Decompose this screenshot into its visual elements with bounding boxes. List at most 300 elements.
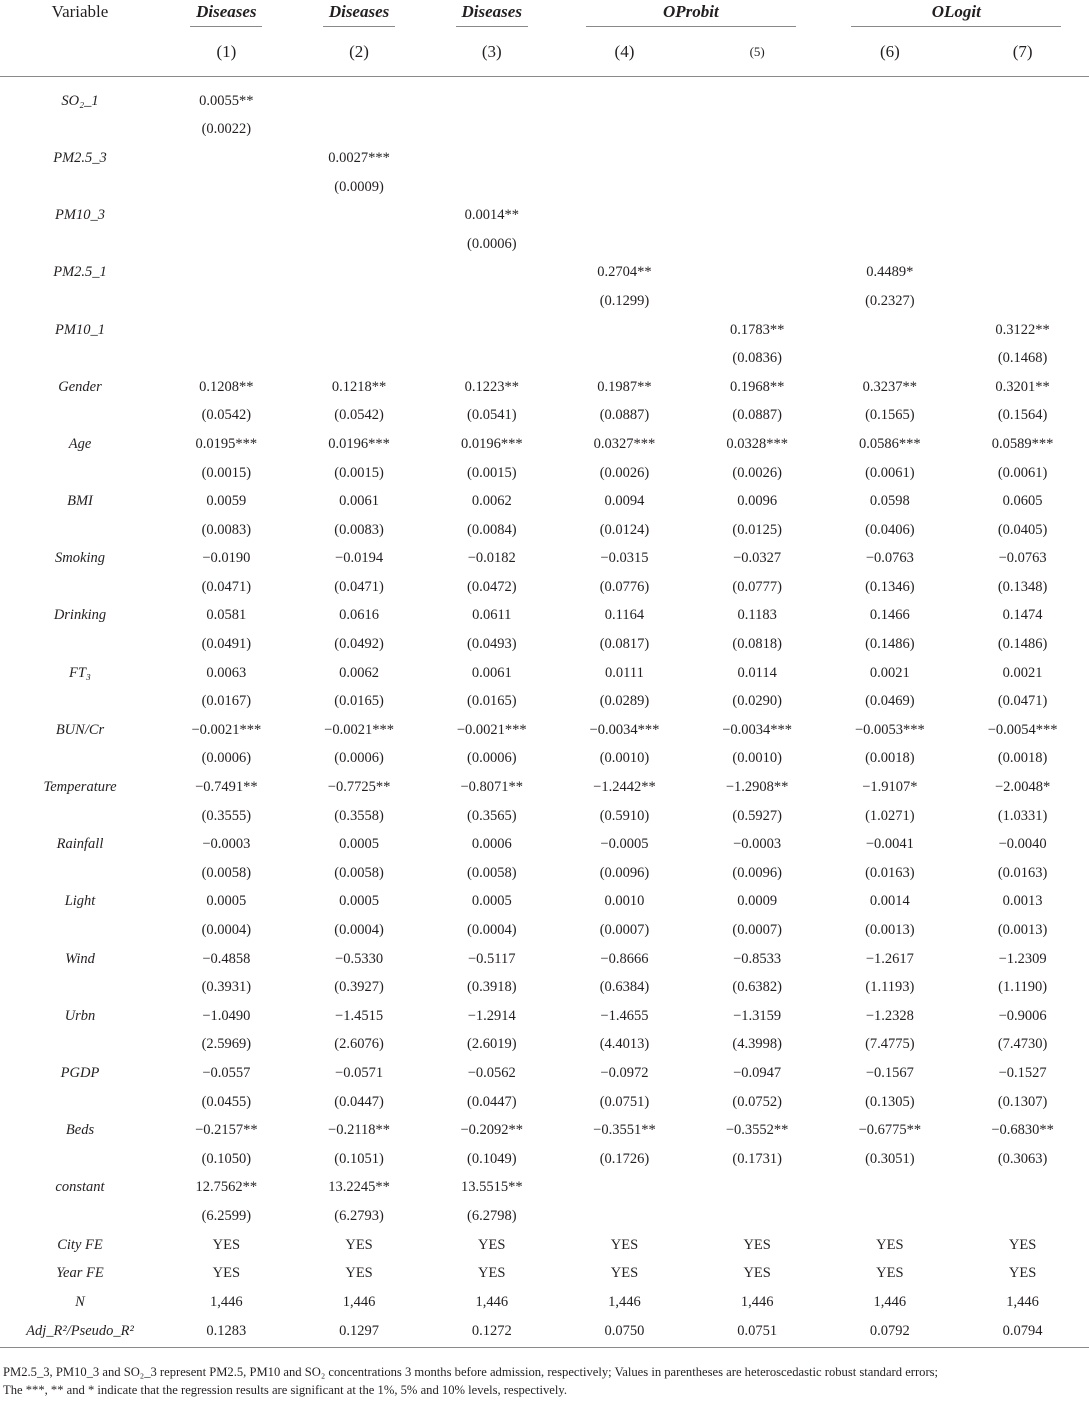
table-cell: (0.0058): [466, 864, 517, 881]
row-label: [0, 173, 160, 202]
table-cell: 0.0061: [471, 664, 512, 681]
table-cell: 0.0062: [339, 664, 379, 681]
table-cell: [956, 201, 1089, 230]
row-label: Urbn: [64, 1007, 96, 1024]
row-label: [0, 916, 160, 945]
table-cell: (0.1486): [997, 636, 1048, 653]
table-row: [0, 573, 1089, 602]
table-cell: (0.3558): [334, 807, 384, 824]
table-row: [0, 1145, 1089, 1174]
table-cell: 0.1474: [1002, 607, 1043, 624]
table-cell: [824, 1174, 957, 1203]
table-row: [0, 973, 1089, 1002]
table-cell: (0.0163): [865, 864, 915, 881]
table-cell: 0.0094: [604, 493, 645, 510]
table-cell: [824, 116, 957, 145]
table-cell: [824, 230, 957, 259]
table-cell: 0.0014**: [464, 207, 519, 224]
row-label: Age: [68, 435, 92, 452]
table-cell: 0.1968**: [729, 378, 785, 395]
table-cell: (0.0083): [334, 521, 384, 538]
table-footnote: [3, 1363, 1087, 1399]
table-row: [0, 201, 1089, 230]
table-cell: 0.0005: [339, 836, 379, 853]
table-cell: −0.8071**: [460, 779, 524, 796]
row-label: [0, 1202, 160, 1231]
table-cell: (0.0015): [334, 464, 384, 481]
table-row: [0, 1174, 1089, 1203]
table-cell: −0.0053***: [854, 721, 925, 738]
table-cell: [293, 230, 426, 259]
table-cell: YES: [610, 1265, 639, 1282]
table-cell: [956, 116, 1089, 145]
row-label: [0, 1031, 160, 1060]
table-row: [0, 487, 1089, 516]
row-label: BMI: [67, 493, 93, 510]
table-cell: [160, 259, 293, 288]
table-cell: (0.5910): [599, 807, 650, 824]
table-cell: (0.1468): [997, 350, 1048, 367]
table-cell: (0.0026): [732, 464, 782, 481]
table-cell: 1,446: [608, 1293, 641, 1310]
table-cell: −0.6830**: [991, 1122, 1054, 1139]
table-cell: 0.2704**: [597, 264, 652, 281]
row-label: N: [75, 1293, 85, 1310]
table-cell: 13.2245**: [328, 1179, 390, 1196]
table-cell: −1.2309: [998, 950, 1047, 967]
table-row: [0, 402, 1089, 431]
table-cell: −0.8666: [600, 950, 649, 967]
table-cell: [160, 344, 293, 373]
table-cell: −0.2118**: [328, 1122, 391, 1139]
table-cell: −0.3552**: [725, 1122, 789, 1139]
table-cell: (0.2327): [865, 292, 915, 309]
table-row: [0, 77, 1089, 116]
table-cell: −0.0562: [467, 1064, 516, 1081]
table-cell: (0.0007): [599, 922, 650, 939]
table-cell: (0.0491): [201, 636, 252, 653]
table-cell: (0.0447): [466, 1093, 517, 1110]
table-cell: 1,446: [210, 1293, 243, 1310]
row-label: [0, 459, 160, 488]
table-cell: −0.0034***: [722, 721, 793, 738]
table-cell: 0.0006: [471, 836, 512, 853]
table-cell: (0.0163): [997, 864, 1048, 881]
table-cell: 0.0751: [691, 1317, 824, 1348]
table-cell: [293, 201, 426, 230]
row-label: [0, 1145, 160, 1174]
table-cell: (0.0542): [201, 407, 252, 424]
table-body: [0, 77, 1089, 1348]
table-cell: [558, 201, 691, 230]
table-cell: 0.1466: [869, 607, 910, 624]
table-cell: (0.3931): [201, 979, 252, 996]
table-row: [0, 1288, 1089, 1317]
table-cell: (0.0015): [466, 464, 517, 481]
table-row: [0, 602, 1089, 631]
table-cell: −0.5117: [468, 950, 516, 967]
row-label: Year FE: [56, 1265, 104, 1282]
table-cell: (0.0084): [466, 521, 517, 538]
table-row: [0, 545, 1089, 574]
table-cell: (0.0751): [599, 1093, 650, 1110]
row-label: Beds: [65, 1122, 95, 1139]
table-cell: [691, 287, 824, 316]
table-cell: YES: [876, 1265, 904, 1282]
table-cell: 0.0061: [339, 493, 379, 510]
table-cell: (0.1564): [997, 407, 1048, 424]
table-cell: −0.2157**: [195, 1122, 258, 1139]
table-cell: −0.0972: [600, 1064, 649, 1081]
row-label: Drinking: [53, 607, 107, 624]
column-number: (6): [824, 28, 957, 77]
group-label: Diseases: [323, 2, 395, 27]
table-cell: (6.2599): [201, 1207, 252, 1224]
table-cell: (0.6382): [732, 979, 782, 996]
table-cell: 0.0010: [604, 893, 645, 910]
table-cell: −0.0003: [733, 836, 782, 853]
table-cell: (0.0167): [201, 693, 252, 710]
table-cell: 0.1164: [604, 607, 645, 624]
table-cell: [824, 1202, 957, 1231]
row-label: BUN/Cr: [55, 721, 105, 738]
table-cell: [824, 77, 957, 116]
table-cell: −0.3551**: [593, 1122, 656, 1139]
table-cell: [425, 316, 558, 345]
table-cell: 0.0195***: [195, 435, 258, 452]
table-row: [0, 116, 1089, 145]
table-cell: −0.0003: [202, 836, 251, 853]
table-cell: [558, 173, 691, 202]
table-cell: −1.4515: [335, 1007, 384, 1024]
table-cell: −0.7725**: [327, 779, 391, 796]
table-cell: YES: [1008, 1265, 1037, 1282]
variable-header: Variable: [51, 2, 109, 21]
row-label: Smoking: [55, 550, 105, 567]
table-cell: −0.5330: [335, 950, 384, 967]
table-row: [0, 1031, 1089, 1060]
table-cell: [425, 77, 558, 116]
group-header-row: [0, 0, 1089, 28]
table-cell: 0.1783**: [729, 321, 785, 338]
table-cell: [691, 144, 824, 173]
table-cell: (0.0447): [334, 1093, 384, 1110]
table-row: [0, 659, 1089, 688]
table-cell: [558, 230, 691, 259]
table-cell: [824, 344, 957, 373]
table-cell: [293, 344, 426, 373]
table-cell: 1,446: [873, 1293, 907, 1310]
table-cell: 0.0013: [1002, 893, 1043, 910]
table-cell: −0.0315: [600, 550, 649, 567]
row-label: [0, 802, 160, 831]
table-cell: 0.0616: [339, 607, 379, 624]
table-cell: YES: [1008, 1236, 1037, 1253]
table-cell: (1.1190): [998, 979, 1048, 996]
table-cell: [691, 259, 824, 288]
table-cell: −1.0490: [202, 1007, 251, 1024]
table-cell: (0.0061): [997, 464, 1048, 481]
table-row: [0, 1202, 1089, 1231]
row-label: [0, 573, 160, 602]
table-cell: (0.0777): [732, 578, 782, 595]
table-row: [0, 1231, 1089, 1260]
table-cell: (0.0752): [732, 1093, 782, 1110]
table-cell: 1,446: [342, 1293, 376, 1310]
table-cell: −0.8533: [733, 950, 782, 967]
table-cell: (0.3918): [466, 979, 517, 996]
table-cell: [956, 1202, 1089, 1231]
table-row: [0, 630, 1089, 659]
group-label: OProbit: [586, 2, 796, 27]
table-cell: (2.5969): [201, 1036, 252, 1053]
table-cell: (0.0006): [466, 235, 517, 252]
table-cell: (6.2798): [466, 1207, 517, 1224]
table-cell: −0.0763: [865, 550, 914, 567]
table-row: [0, 1259, 1089, 1288]
table-cell: (0.0009): [334, 178, 384, 195]
table-cell: 0.0027***: [328, 149, 390, 166]
table-cell: 1,446: [475, 1293, 509, 1310]
table-cell: −0.0947: [733, 1064, 782, 1081]
table-cell: [691, 1174, 824, 1203]
table-cell: 0.0792: [824, 1317, 957, 1348]
row-label: constant: [55, 1179, 105, 1196]
table-cell: [160, 201, 293, 230]
table-cell: (7.4775): [865, 1036, 915, 1053]
table-cell: 0.0328***: [726, 435, 788, 452]
table-cell: [558, 1202, 691, 1231]
table-cell: (0.0004): [466, 922, 517, 939]
table-cell: (0.0887): [599, 407, 650, 424]
row-label: Light: [64, 893, 96, 910]
table-cell: (0.0061): [865, 464, 915, 481]
table-cell: (0.0096): [732, 864, 782, 881]
table-cell: [558, 77, 691, 116]
table-cell: YES: [212, 1236, 241, 1253]
table-cell: (0.1348): [997, 578, 1048, 595]
table-cell: (0.1307): [997, 1093, 1048, 1110]
table-cell: (0.0472): [466, 578, 517, 595]
table-cell: −0.0190: [202, 550, 251, 567]
table-cell: [425, 116, 558, 145]
table-cell: (0.6384): [599, 979, 650, 996]
table-cell: 0.1208**: [199, 378, 254, 395]
table-cell: 0.0005: [471, 893, 512, 910]
table-cell: (0.3051): [865, 1150, 915, 1167]
row-label: Gender: [58, 378, 102, 395]
table-cell: YES: [478, 1265, 506, 1282]
table-row: [0, 859, 1089, 888]
table-cell: 0.0055**: [199, 92, 254, 109]
table-cell: (0.1050): [201, 1150, 252, 1167]
table-cell: (0.0018): [865, 750, 915, 767]
table-cell: −0.4858: [202, 950, 251, 967]
table-row: [0, 830, 1089, 859]
table-cell: [425, 344, 558, 373]
table-cell: (0.0492): [334, 636, 384, 653]
table-cell: 0.1272: [425, 1317, 558, 1348]
table-cell: 1,446: [740, 1293, 774, 1310]
table-cell: YES: [345, 1265, 373, 1282]
table-cell: −1.2914: [467, 1007, 516, 1024]
row-label: [0, 630, 160, 659]
table-row: [0, 373, 1089, 402]
table-cell: (0.0493): [466, 636, 517, 653]
table-cell: −0.0040: [998, 836, 1047, 853]
table-cell: YES: [743, 1236, 771, 1253]
group-header-ologit: [824, 0, 1089, 28]
table-cell: 0.0114: [737, 664, 777, 681]
table-cell: (0.1299): [599, 292, 650, 309]
table-cell: −1.2617: [865, 950, 914, 967]
table-cell: (6.2793): [334, 1207, 384, 1224]
group-header-oprobit: [558, 0, 823, 28]
row-label: [0, 402, 160, 431]
table-cell: −0.0763: [998, 550, 1047, 567]
footnote-line: PM2.5_3, PM10_3 and SO₂_3 represent PM2.5, PM10 and SO₂ concentrations 3 months before admission, respectively; Values in parentheses are heteroscedastic robust standard errors;: [3, 1365, 939, 1379]
table-cell: [691, 201, 824, 230]
table-row: [0, 316, 1089, 345]
table-cell: −1.2442**: [593, 779, 656, 796]
row-label: PM2.5_1: [53, 264, 107, 281]
table-cell: (0.0289): [599, 693, 650, 710]
row-label: [0, 859, 160, 888]
table-cell: YES: [743, 1265, 771, 1282]
column-number-blank: [0, 28, 160, 77]
row-label: PM10_3: [55, 207, 105, 224]
group-header-diseases-2: [293, 0, 426, 28]
table-row: [0, 459, 1089, 488]
table-cell: (0.0471): [201, 578, 252, 595]
table-cell: [956, 144, 1089, 173]
table-cell: [425, 287, 558, 316]
table-cell: (0.0469): [865, 693, 915, 710]
column-number: (4): [558, 28, 691, 77]
table-cell: [160, 316, 293, 345]
table-cell: (0.3063): [997, 1150, 1048, 1167]
row-label: Wind: [65, 950, 95, 967]
table-cell: [691, 173, 824, 202]
row-label: PM2.5_3: [53, 149, 107, 166]
table-cell: 0.0327***: [593, 435, 656, 452]
table-cell: (0.0455): [201, 1093, 252, 1110]
table-cell: 0.1183: [737, 607, 777, 624]
table-cell: (2.6019): [466, 1036, 517, 1053]
table-cell: (0.0406): [865, 521, 915, 538]
table-cell: 0.0196***: [328, 435, 390, 452]
table-cell: −1.2328: [865, 1007, 914, 1024]
table-cell: [824, 201, 957, 230]
table-cell: −0.0034***: [589, 721, 660, 738]
table-row: [0, 1088, 1089, 1117]
table-cell: −0.0041: [865, 836, 914, 853]
table-cell: (0.1726): [599, 1150, 650, 1167]
table-cell: −0.0005: [600, 836, 649, 853]
table-cell: (0.0010): [599, 750, 650, 767]
table-cell: (0.0836): [732, 350, 782, 367]
table-cell: −0.0571: [335, 1064, 384, 1081]
table-cell: [160, 173, 293, 202]
table-cell: [558, 316, 691, 345]
table-cell: (0.0058): [201, 864, 252, 881]
table-cell: −0.0182: [467, 550, 516, 567]
row-label: [0, 344, 160, 373]
table-cell: YES: [478, 1236, 506, 1253]
table-cell: 0.0750: [558, 1317, 691, 1348]
table-cell: −0.0327: [733, 550, 782, 567]
table-cell: (0.0010): [732, 750, 782, 767]
table-row: [0, 888, 1089, 917]
table-cell: −0.7491**: [195, 779, 258, 796]
table-cell: (7.4730): [997, 1036, 1048, 1053]
table-cell: (0.0018): [997, 750, 1048, 767]
table-cell: (0.0006): [466, 750, 517, 767]
table-cell: −0.1567: [865, 1064, 914, 1081]
table-row: [0, 430, 1089, 459]
table-row: [0, 344, 1089, 373]
table-cell: (0.1051): [334, 1150, 384, 1167]
table-cell: (2.6076): [334, 1036, 384, 1053]
table-cell: (0.0058): [334, 864, 384, 881]
table-cell: −0.9006: [998, 1007, 1047, 1024]
row-label: [0, 230, 160, 259]
table-cell: [293, 259, 426, 288]
table-cell: (0.1346): [865, 578, 915, 595]
table-row: [0, 716, 1089, 745]
group-header-diseases-1: [160, 0, 293, 28]
group-header-diseases-3: [425, 0, 558, 28]
table-cell: (0.0006): [201, 750, 252, 767]
table-row: [0, 287, 1089, 316]
table-cell: (0.0125): [732, 521, 782, 538]
table-cell: (0.5927): [732, 807, 782, 824]
table-cell: 0.0605: [1002, 493, 1043, 510]
table-cell: [956, 173, 1089, 202]
table-cell: (0.0290): [732, 693, 782, 710]
table-cell: 0.0005: [206, 893, 247, 910]
table-cell: (0.0006): [334, 750, 384, 767]
table-cell: [956, 287, 1089, 316]
row-label: FT₃: [69, 664, 91, 681]
row-label: [0, 516, 160, 545]
table-cell: (0.0083): [201, 521, 252, 538]
table-cell: [160, 287, 293, 316]
table-row: [0, 259, 1089, 288]
table-cell: (0.0471): [997, 693, 1048, 710]
table-cell: −0.0054***: [987, 721, 1058, 738]
table-cell: [956, 259, 1089, 288]
table-cell: 0.1297: [293, 1317, 426, 1348]
table-cell: (0.1305): [865, 1093, 915, 1110]
table-cell: (0.0471): [334, 578, 384, 595]
table-cell: (0.0818): [732, 636, 782, 653]
table-cell: 0.0196***: [460, 435, 523, 452]
table-cell: (0.1731): [732, 1150, 782, 1167]
table-cell: 0.3122**: [995, 321, 1050, 338]
table-cell: 0.1223**: [464, 378, 519, 395]
row-label: SO₂_1: [61, 92, 99, 109]
table-row: [0, 173, 1089, 202]
column-number: (3): [425, 28, 558, 77]
row-label: Adj_R²/Pseudo_R²: [0, 1317, 160, 1348]
footnote-line: The ***, ** and * indicate that the regression results are significant at the 1%, 5% and 10% levels, respectively.: [3, 1383, 567, 1397]
table-cell: [293, 316, 426, 345]
table-cell: −1.9107*: [862, 779, 918, 796]
table-cell: 0.0021: [869, 664, 910, 681]
table-cell: 0.0096: [737, 493, 778, 510]
table-cell: [558, 344, 691, 373]
